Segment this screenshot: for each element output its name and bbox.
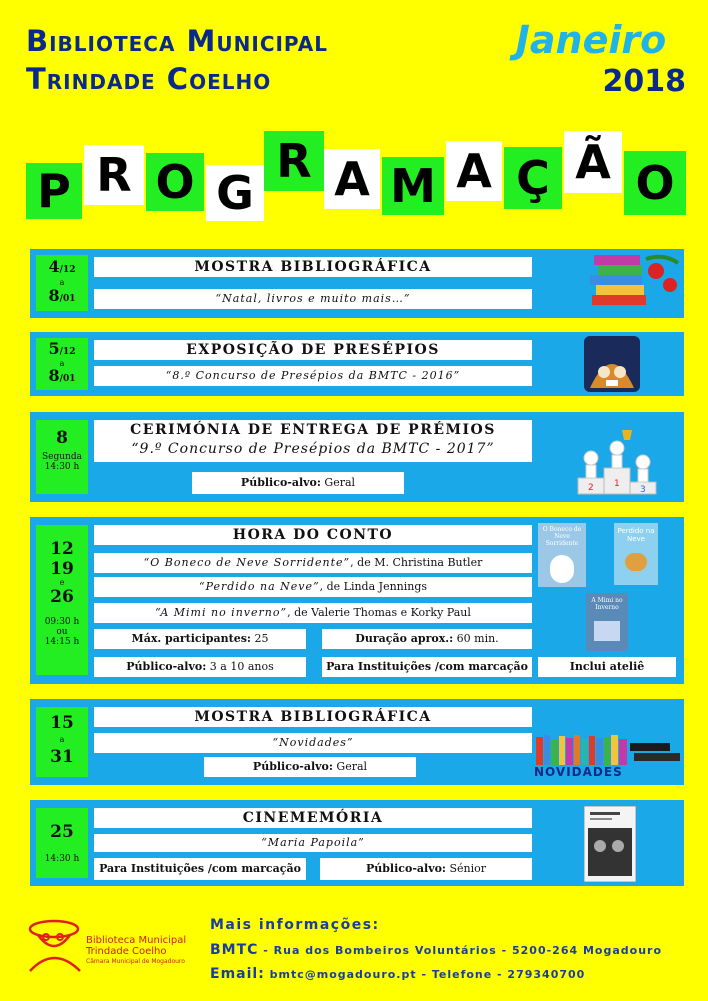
event-subtitle: “Maria Papoila” bbox=[94, 834, 532, 852]
contact-line: Email: bmtc@mogadouro.pt - Telefone - 279340700 bbox=[210, 966, 586, 982]
story-item: “A Mimi no inverno”, de Valerie Thomas e Korky Paul bbox=[94, 603, 532, 623]
title-letter-tile: Ç bbox=[504, 147, 562, 209]
event-subtitle: “9.º Concurso de Presépios da BMTC - 2017” bbox=[131, 441, 495, 457]
audience-box: Público-alvo: Geral bbox=[192, 472, 404, 494]
event-date: 15 a 31 bbox=[36, 707, 88, 777]
logo-line2: Trindade Coelho bbox=[86, 946, 167, 957]
event-panel-cinememoria bbox=[30, 800, 684, 886]
title-letter-tile: A bbox=[446, 141, 502, 201]
audience-box: Público-alvo: 3 a 10 anos bbox=[94, 657, 306, 677]
title-letter-tile: Ã bbox=[564, 131, 622, 193]
event-title: EXPOSIÇÃO DE PRESÉPIOS bbox=[94, 340, 532, 360]
month-title: Janeiro bbox=[515, 18, 667, 62]
library-name-line2: Trindade Coelho bbox=[26, 62, 272, 96]
title-letter-tile: O bbox=[146, 153, 204, 211]
duration-box: Duração aprox.: 60 min. bbox=[322, 629, 532, 649]
event-panel-hora-do-conto bbox=[30, 517, 684, 684]
library-logo bbox=[24, 915, 204, 985]
institutions-box: Para Instituições /com marcação bbox=[94, 858, 306, 880]
event-date: 5/12 a 8/01 bbox=[36, 338, 88, 390]
audience-box: Público-alvo: Geral bbox=[204, 757, 416, 777]
event-panel-novidades bbox=[30, 699, 684, 785]
book-cover-mimi: A Mimi no Inverno bbox=[586, 593, 628, 651]
max-participants-box: Máx. participantes: 25 bbox=[94, 629, 306, 649]
title-letter-tile: R bbox=[84, 145, 144, 205]
books-christmas-icon bbox=[584, 251, 680, 315]
more-info-heading: Mais informações: bbox=[210, 917, 380, 933]
svg-text:3: 3 bbox=[640, 485, 646, 495]
logo-line3: Câmara Municipal de Mogadouro bbox=[86, 958, 185, 965]
event-date: 4/12 a 8/01 bbox=[36, 255, 88, 311]
year-title: 2018 bbox=[602, 64, 686, 99]
event-date: 12 19 e 26 09:30 h ou 14:15 h bbox=[36, 525, 88, 675]
library-name-line1: Biblioteca Municipal bbox=[26, 24, 328, 58]
title-letter-tile: R bbox=[264, 131, 324, 191]
event-title: MOSTRA BIBLIOGRÁFICA bbox=[94, 707, 532, 727]
svg-text:1: 1 bbox=[614, 479, 620, 489]
title-letter-tile: A bbox=[324, 149, 380, 209]
event-date: 8 Segunda 14:30 h bbox=[36, 420, 88, 494]
event-panel-presepios bbox=[30, 332, 684, 396]
story-item: “Perdido na Neve”, de Linda Jennings bbox=[94, 577, 532, 597]
event-title-box bbox=[94, 420, 532, 462]
audience-box: Público-alvo: Sénior bbox=[320, 858, 532, 880]
library-name bbox=[26, 22, 328, 98]
books-row-icon bbox=[534, 733, 682, 769]
event-subtitle: “Novidades” bbox=[94, 733, 532, 753]
logo-line1: Biblioteca Municipal bbox=[86, 935, 187, 946]
event-title: HORA DO CONTO bbox=[94, 525, 532, 545]
atelier-box: Inclui ateliê bbox=[538, 657, 676, 677]
event-date: 25 14:30 h bbox=[36, 808, 88, 878]
event-panel-mostra-natal bbox=[30, 249, 684, 318]
book-cover-perdido: Perdido na Neve bbox=[614, 523, 658, 585]
title-letter-tile: G bbox=[206, 165, 264, 221]
svg-text:2: 2 bbox=[588, 483, 594, 493]
podium-icon bbox=[574, 418, 664, 498]
library-logo-icon bbox=[24, 915, 86, 975]
event-title: MOSTRA BIBLIOGRÁFICA bbox=[94, 257, 532, 277]
institutions-box: Para Instituições /com marcação bbox=[322, 657, 532, 677]
event-panel-premios bbox=[30, 412, 684, 502]
event-title: CINEMEMÓRIA bbox=[94, 808, 532, 828]
dvd-cover-icon bbox=[584, 806, 636, 882]
story-item: “O Boneco de Neve Sorridente”, de M. Christina Butler bbox=[94, 553, 532, 573]
title-letter-tile: P bbox=[26, 163, 82, 219]
nativity-icon bbox=[584, 336, 640, 392]
book-cover-boneco: O Boneco de Neve Sorridente bbox=[538, 523, 586, 587]
title-letter-tile: O bbox=[624, 151, 686, 215]
event-subtitle: “8.º Concurso de Presépios da BMTC - 2016” bbox=[94, 366, 532, 386]
novidades-label: NOVIDADES bbox=[534, 765, 623, 779]
novidades-books-image bbox=[534, 733, 682, 783]
title-letter-tile: M bbox=[382, 157, 444, 215]
programacao-title bbox=[0, 125, 708, 225]
event-subtitle: “Natal, livros e muito mais…” bbox=[94, 289, 532, 309]
address-line: BMTC - Rua dos Bombeiros Voluntários - 5200-264 Mogadouro bbox=[210, 942, 663, 958]
event-title: CERIMÓNIA DE ENTREGA DE PRÉMIOS bbox=[130, 422, 496, 438]
